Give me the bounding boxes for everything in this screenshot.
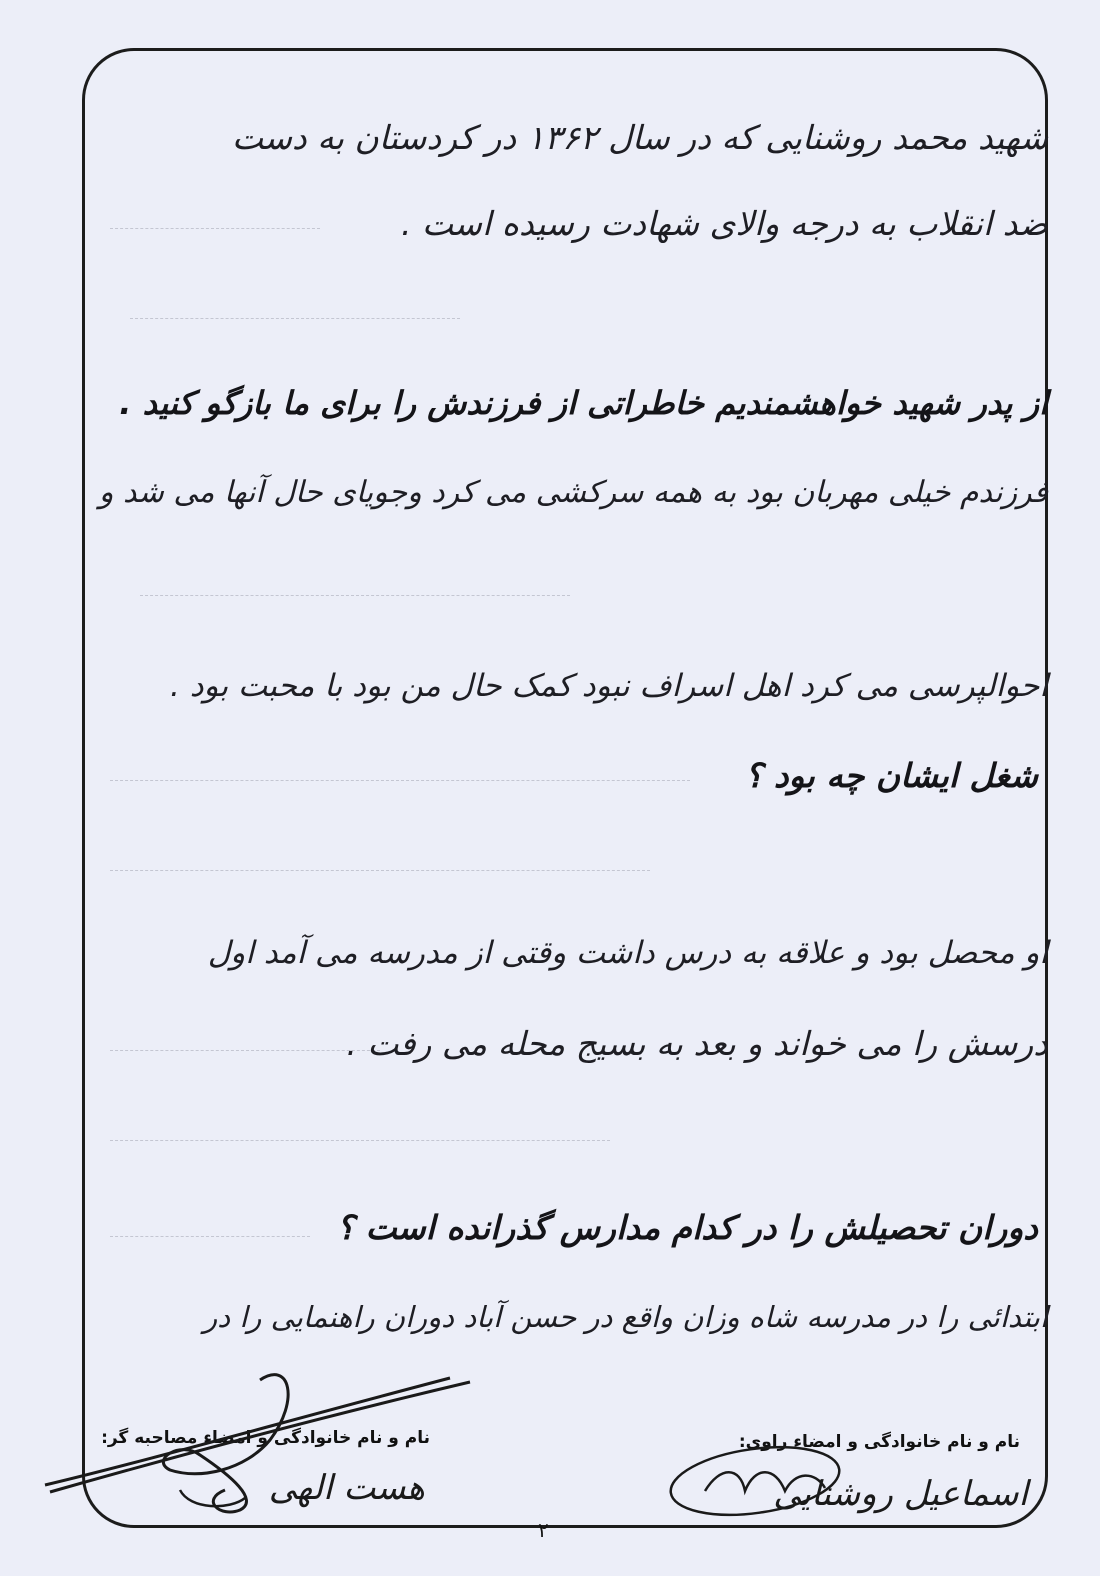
narrator-label: نام و نام خانوادگی و امضاء راوی:	[738, 1432, 1020, 1452]
narrator-name: اسماعیل روشنایی	[773, 1474, 1028, 1514]
question-3: دوران تحصیلش را در کدام مدارس گذرانده است ؟	[336, 1208, 1038, 1247]
page-number: ۲	[538, 1518, 549, 1542]
text-line-4: فرزندم خیلی مهربان بود به همه سرکشی می کرد وجویای حال آنها می شد و	[98, 475, 1048, 510]
ruling-line	[110, 1140, 610, 1141]
text-line-7: او محصل بود و علاقه به درس داشت وقتی از مدرسه می آمد اول	[207, 935, 1048, 971]
text-line-8: درسش را می خواند و بعد به بسیج محله می رفت .	[346, 1024, 1048, 1063]
text-line-5: احوالپرسی می کرد اهل اسراف نبود کمک حال من بود با محبت بود .	[169, 668, 1048, 704]
interviewer-signature-icon	[30, 1360, 510, 1520]
interviewer-name: هست الهی	[268, 1468, 425, 1508]
text-line-1: شهید محمد روشنایی که در سال ۱۳۶۲ در کردستان به دست	[231, 118, 1048, 157]
ruling-line	[110, 870, 650, 871]
narrator-signature-icon	[665, 1436, 865, 1526]
question-1: از پدر شهید خواهشمندیم خاطراتی از فرزندش را برای ما بازگو کنید .	[119, 384, 1048, 422]
ruling-line	[140, 595, 570, 596]
ruling-line	[110, 228, 320, 229]
question-2: شغل ایشان چه بود ؟	[744, 756, 1038, 795]
ruling-line	[110, 780, 690, 781]
ruling-line	[110, 1050, 380, 1051]
text-line-2: ضد انقلاب به درجه والای شهادت رسیده است .	[401, 204, 1048, 243]
text-line-10: ابتدائی را در مدرسه شاه وزان واقع در حسن آباد دوران راهنمایی را در	[203, 1300, 1048, 1334]
ruling-line	[130, 318, 460, 319]
interviewer-label: نام و نام خانوادگی و امضاء مصاحبه گر:	[101, 1428, 430, 1448]
